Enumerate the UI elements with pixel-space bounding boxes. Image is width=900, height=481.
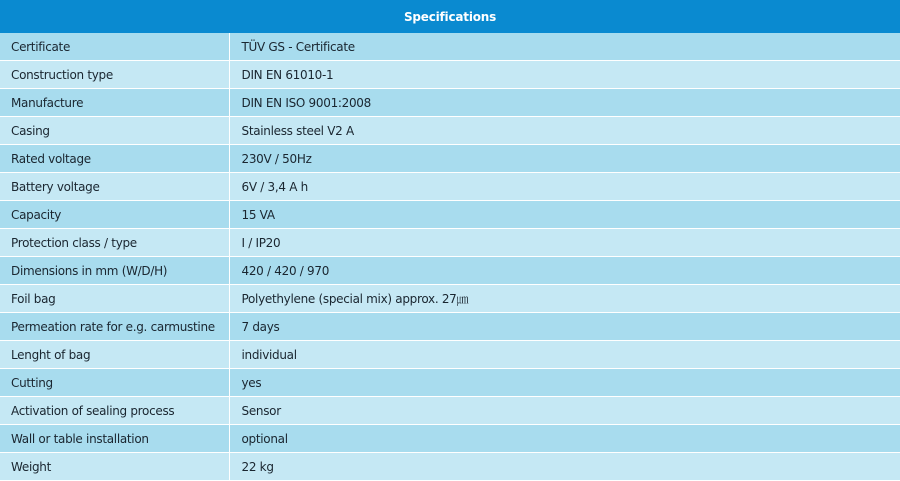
table-title: Specifications	[0, 0, 900, 33]
table-row	[0, 61, 900, 89]
spec-label: Dimensions in mm (W/D/H)	[0, 257, 229, 285]
spec-value: I / IP20	[229, 229, 900, 257]
spec-value: 230V / 50Hz	[229, 145, 900, 173]
table-row	[0, 173, 900, 201]
spec-label: Wall or table installation	[0, 425, 229, 453]
spec-value: 22 kg	[229, 453, 900, 481]
table-row	[0, 397, 900, 425]
spec-value: Sensor	[229, 397, 900, 425]
table-row	[0, 369, 900, 397]
spec-value: individual	[229, 341, 900, 369]
table-row	[0, 313, 900, 341]
spec-value: TÜV GS - Certificate	[229, 33, 900, 61]
table-row	[0, 257, 900, 285]
table-row	[0, 89, 900, 117]
spec-value: 7 days	[229, 313, 900, 341]
spec-label: Capacity	[0, 201, 229, 229]
spec-value: DIN EN ISO 9001:2008	[229, 89, 900, 117]
spec-label: Construction type	[0, 61, 229, 89]
table-row	[0, 229, 900, 257]
spec-label: Certificate	[0, 33, 229, 61]
table-row	[0, 453, 900, 481]
table-row	[0, 341, 900, 369]
spec-label: Rated voltage	[0, 145, 229, 173]
spec-value: Stainless steel V2 A	[229, 117, 900, 145]
spec-value: 420 / 420 / 970	[229, 257, 900, 285]
spec-label: Casing	[0, 117, 229, 145]
spec-label: Battery voltage	[0, 173, 229, 201]
table-row	[0, 201, 900, 229]
spec-label: Lenght of bag	[0, 341, 229, 369]
spec-label: Permeation rate for e.g. carmustine	[0, 313, 229, 341]
spec-label: Activation of sealing process	[0, 397, 229, 425]
table-row	[0, 145, 900, 173]
spec-label: Weight	[0, 453, 229, 481]
spec-value: 6V / 3,4 A h	[229, 173, 900, 201]
spec-label: Foil bag	[0, 285, 229, 313]
spec-value: optional	[229, 425, 900, 453]
table-row	[0, 117, 900, 145]
table-body	[0, 33, 900, 481]
table-row	[0, 33, 900, 61]
table-row	[0, 285, 900, 313]
table-row	[0, 425, 900, 453]
spec-value: DIN EN 61010-1	[229, 61, 900, 89]
spec-value: Polyethylene (special mix) approx. 27㎛	[229, 285, 900, 313]
spec-label: Protection class / type	[0, 229, 229, 257]
spec-label: Manufacture	[0, 89, 229, 117]
spec-value: yes	[229, 369, 900, 397]
spec-label: Cutting	[0, 369, 229, 397]
spec-value: 15 VA	[229, 201, 900, 229]
table-header-row	[0, 0, 900, 33]
